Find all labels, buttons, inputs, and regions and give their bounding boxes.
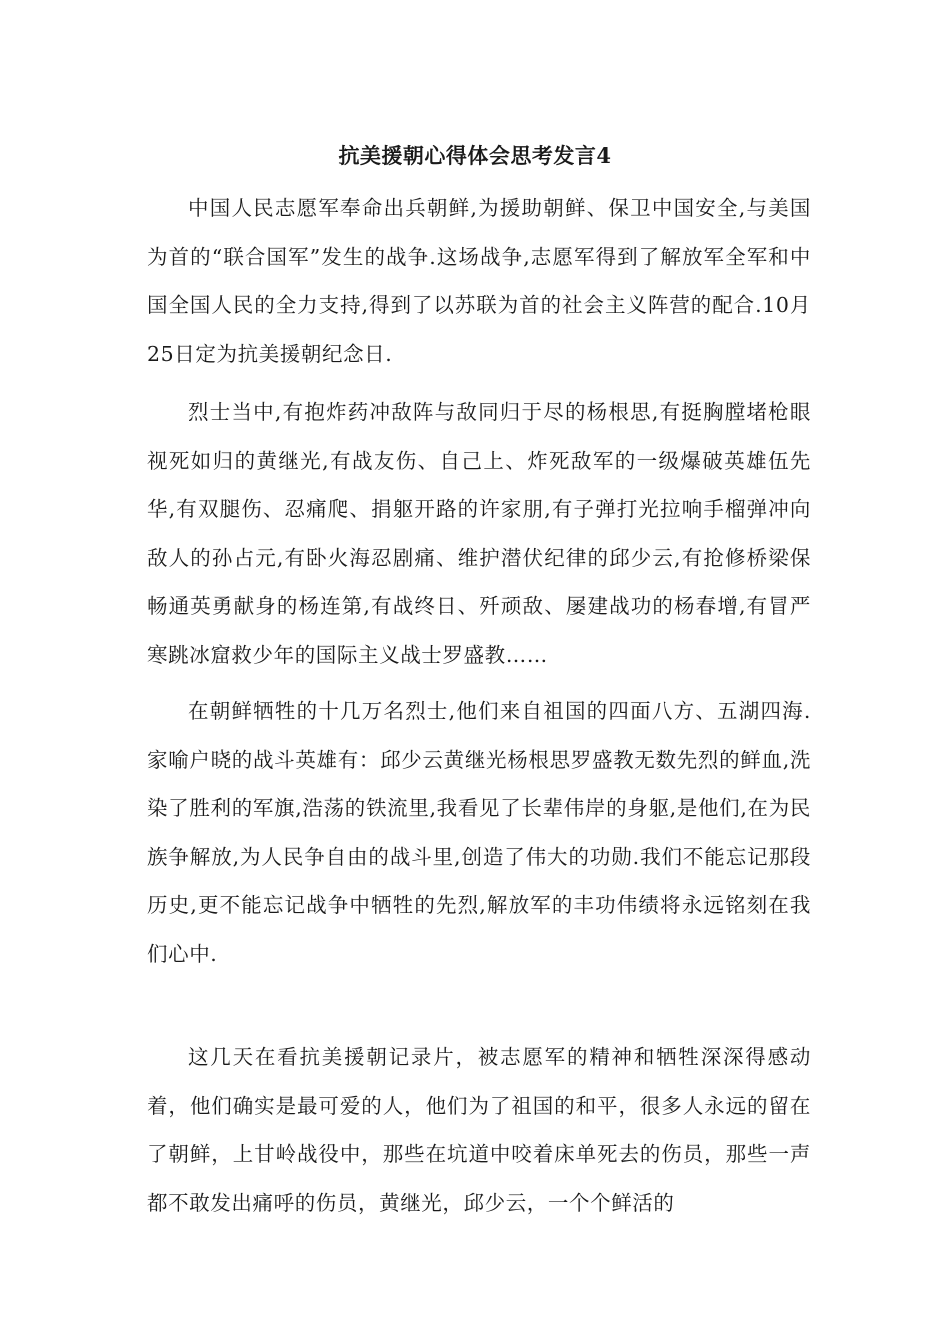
- paragraph-2: 烈士当中,有抱炸药冲敌阵与敌同归于尽的杨根思,有挺胸膛堵枪眼视死如归的黄继光,有战友伤、自己上、炸死敌军的一级爆破英雄伍先华,有双腿伤、忍痛爬、捐躯开路的许家朋,有子弹打光拉响手榴弹冲向敌人的孙占元,有卧火海忍剧痛、维护潜伏纪律的邱少云,有抢修桥梁保畅通英勇献身的杨连第,有战终日、歼顽敌、屡建战功的杨春增,有冒严寒跳冰窟救少年的国际主义战士罗盛教……: [147, 400, 811, 667]
- paragraph-1: 中国人民志愿军奉命出兵朝鲜,为援助朝鲜、保卫中国安全,与美国为首的“联合国军”发生的战争.这场战争,志愿军得到了解放军全军和中国全国人民的全力支持,得到了以苏联为首的社会主义阵营的配合.10月25日定为抗美援朝纪念日.: [147, 196, 811, 366]
- document-title: 抗美援朝心得体会思考发言4: [338, 143, 612, 168]
- paragraph-4: 这几天在看抗美援朝记录片，被志愿军的精神和牺牲深深得感动着，他们确实是最可爱的人，他们为了祖国的和平，很多人永远的留在了朝鲜，上甘岭战役中，那些在坑道中咬着床单死去的伤员，那些一声都不敢发出痛呼的伤员，黄继光，邱少云，一个个鲜活的: [147, 1045, 811, 1215]
- paragraph-3: 在朝鲜牺牲的十几万名烈士,他们来自祖国的四面八方、五湖四海.家喻户晓的战斗英雄有：邱少云黄继光杨根思罗盛教无数先烈的鲜血,洗染了胜利的军旗,浩荡的铁流里,我看见了长辈伟岸的身躯,是他们,在为民族争解放,为人民争自由的战斗里,创造了伟大的功勋.我们不能忘记那段历史,更不能忘记战争中牺牲的先烈,解放军的丰功伟绩将永远铭刻在我们心中.: [147, 699, 811, 966]
